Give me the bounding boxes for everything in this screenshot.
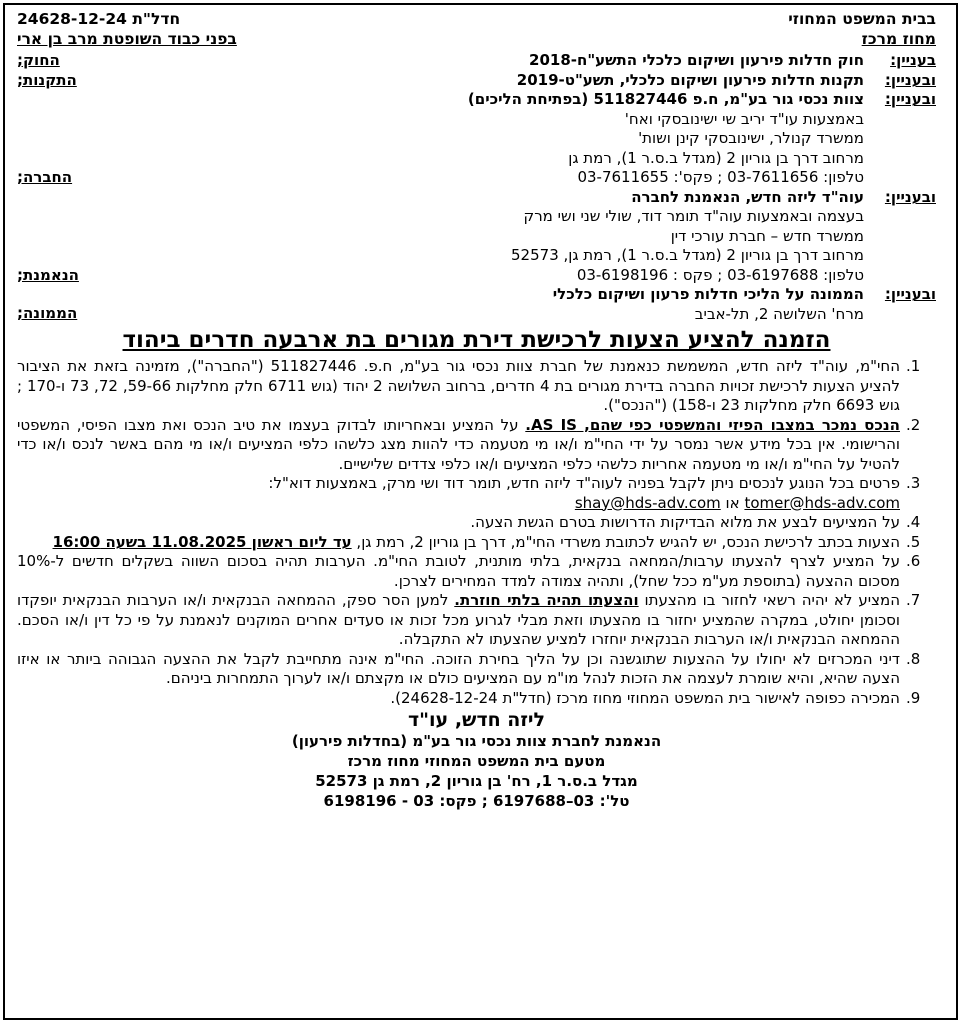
matter-line: ממשרד חדש – חברת עורכי דין [670,226,864,245]
matter-company [17,90,936,188]
term-item [17,533,936,553]
matter-role: הממונה; [17,304,78,322]
matter-line: ממשרד קנולר, ישינובסקי קינן ושות' [638,129,864,147]
matter-official-receiver [17,285,936,324]
matter-line: מרחוב דרך בן גוריון 2 (מגדל ב.ס.ר 1), רמת גן [568,148,864,167]
term-item [17,650,936,689]
term-number: 4. [906,513,921,531]
matter-line: מרח' השלושה 2, תל-אביב [694,304,864,323]
matter-line: עוה"ד ליזה חדש, הנאמנת לחברה [631,187,864,206]
term-number: 1. [906,357,921,375]
term-number: 7. [906,591,921,609]
matter-regulations [17,71,936,91]
case-number: חדל"ת 24628-12-24 [17,10,181,28]
term-item [17,591,936,650]
matter-line: טלפון: 03-7611656 ; פקס': 03-7611655 [577,168,864,186]
matter-line: טלפון: 03-6197688 ; פקס : 03-6198196 [576,265,864,284]
term-number: 8. [906,649,921,668]
matter-label: ובעניין: [884,187,936,206]
matter-label: בעניין: [890,51,936,69]
matter-role: הנאמנת; [17,265,79,284]
term-item [17,357,936,416]
district-name: מחוז מרכז [861,30,936,48]
term-item [17,513,936,533]
term-number: 3. [906,474,921,492]
header-row-2 [17,29,936,49]
matter-trustee [17,188,936,286]
signature-block [17,709,936,811]
matter-line: באמצעות עו"ד יריב שי ישינובסקי ואח' [624,109,864,128]
term-text: המכירה כפופה לאישור בית המשפט המחוזי מחוז מרכז (חדל"ת 24628-12-24). [390,688,900,707]
term-number: 2. [906,415,921,434]
matter-line: חוק חדלות פירעון ושיקום כלכלי התשע"ח-2018 [529,51,864,69]
term-text: על המציעים לבצע את מלוא הבדיקות הדרושות בטרם הגשת הצעה. [470,513,900,531]
term-item [17,474,936,513]
term-number: 9. [906,688,921,707]
term-item [17,689,936,709]
term-text: דיני המכרזים לא יחולו על ההצעות שתוגשנה וכן על הליך בחירת הזוכה. החי"מ אינה מתחייבת לקבל את ההצעה הגבוהה ביותר או איזו הצעה שהיא, והיא שומרת לעצמה את הזכות לנהל מו"מ עם המציעים כולם או מקצתם ו/או לערוך התמחרות ביניהם. [17,649,900,687]
signatory-contact: טל': 03–6197688 ; פקס: 03 - 6198196 [323,792,630,810]
matter-label: ובעניין: [884,70,936,89]
matter-line: הממונה על הליכי חדלות פרעון ושיקום כלכלי [552,285,864,303]
term-item [17,416,936,475]
email-link-tomer[interactable]: tomer@hds-adv.com [744,493,900,512]
matter-role: החברה; [17,168,73,186]
signatory-appointment: מטעם בית המשפט המחוזי מחוז מרכז [347,752,606,770]
term-text: פרטים בכל הנוגע לנכסים ניתן לקבל בפניה לעוה"ד ליזה חדש, תומר דוד ושי מרק, באמצעות דוא"ל: [268,474,900,492]
matters-section [17,51,936,324]
signatory-name: ליזה חדש, עו"ד [407,709,546,731]
matter-line: צוות נכסי גור בע"מ, ח.פ 511827446 (בפתיחת הליכים) [467,90,864,108]
submission-deadline: עד ליום ראשון 11.08.2025 בשעה 16:00 [52,532,352,551]
term-text: המציע לא יהיה רשאי לחזור בו מהצעתו [644,591,900,609]
matter-line: בעצמה ובאמצעות עוה"ד תומר דוד, שולי שני ושי מרק [523,207,864,225]
matter-role: החוק; [17,51,60,69]
term-item [17,552,936,591]
term-number: 6. [906,552,921,570]
email-link-shay[interactable]: shay@hds-adv.com [574,493,721,512]
term-number: 5. [906,532,921,551]
matter-label: ובעניין: [884,285,936,303]
matter-line: תקנות חדלות פירעון ושיקום כלכלי, תשע"ט-2019 [516,70,864,89]
matter-label: ובעניין: [884,90,936,108]
term-text: הצעות בכתב לרכישת הנכס, יש להגיש לכתובת משרדי החי"מ, דרך בן גוריון 2, רמת גן, [356,532,900,551]
term-text: החי"מ, עוה"ד ליזה חדש, המשמשת כנאמנת של חברת צוות נכסי גור בע"מ, ח.פ. 511827446 ("החברה"), מזמינה בזאת את הציבור להציע הצעות לרכישת זכויות החברה בדירת מגורים בת 4 חדרים, ברחוב השלושה 2 יהוד (גוש 6711 חלק מחלקות 59-66, 72, 73 ו-170 ; גוש 6693 חלק מחלקות 23 ו-158) ("הנכס"). [17,357,901,414]
signatory-role: הנאמנת לחברת צוות נכסי גור בע"מ (בחדלות פירעון) [291,732,662,750]
notice-title: הזמנה להציע הצעות לרכישת דירת מגורים בת ארבעה חדרים ביהוד [122,327,831,353]
term-emphasis: והצעתו תהיה בלתי חוזרת. [454,591,639,609]
email-joiner: או [725,493,740,512]
term-lead: הנכס נמכר במצבו הפיזי והמשפטי כפי שהם, AS IS. [525,415,900,434]
matter-role: התקנות; [17,70,77,89]
court-name: בבית המשפט המחוזי [788,10,936,28]
term-text: למען הסר ספק, ההמחאה הבנקאית ו/או הערבות הבנקאית יופקדו וסכומן יחולט, במקרה שהמציע יחזור בו מהצעתו וזאת מבלי לגרוע מכל זכות או סעדים אחרים המוקנים לנאמנת על פי כל דין ו/או הסכם. ההמחאה הבנקאית ו/או הערבות הבנקאית יוחזרו למציע שהצעתו לא התקבלה. [17,591,900,648]
term-text: על המציע לצרף להצעתו ערבות/המחאה בנקאית, בלתי מותנית, לטובת החי"מ. הערבות תהיה בסכום השווה בשקלים חדשים ל-10% מסכום ההצעה (בתוספת מע"מ ככל שחל), ותהיה צמודה למדד המחירים לצרכן. [17,552,900,590]
signatory-address: מגדל ב.ס.ר 1, רח' בן גוריון 2, רמת גן 52573 [315,772,638,790]
judge-name: בפני כבוד השופטת מרב בן ארי [17,30,237,48]
notice-frame [3,3,958,1020]
matter-line: מרחוב דרך בן גוריון 2 (מגדל ב.ס.ר 1), רמת גן, 52573 [511,246,864,264]
header-row-1 [17,9,936,29]
term-text: על המציע ובאחריותו לבדוק בעצמו את טיב הנכס ואת מצבו הפיסי, המשפטי והרישומי. אין בכל מידע אשר נמסר על ידי החי"מ ו/או מי מטעמה כדי להוות מצג כלשהו כלפי המציעים ו/או מי מהם באשר לנכס ו/או כדי להטיל על החי"מ ו/או מי מטעמה אחריות כלשהי כלפי המציעים ו/או כלפי צדדים שלישיים. [17,415,900,473]
matter-law [17,51,936,71]
terms-list [17,357,936,708]
